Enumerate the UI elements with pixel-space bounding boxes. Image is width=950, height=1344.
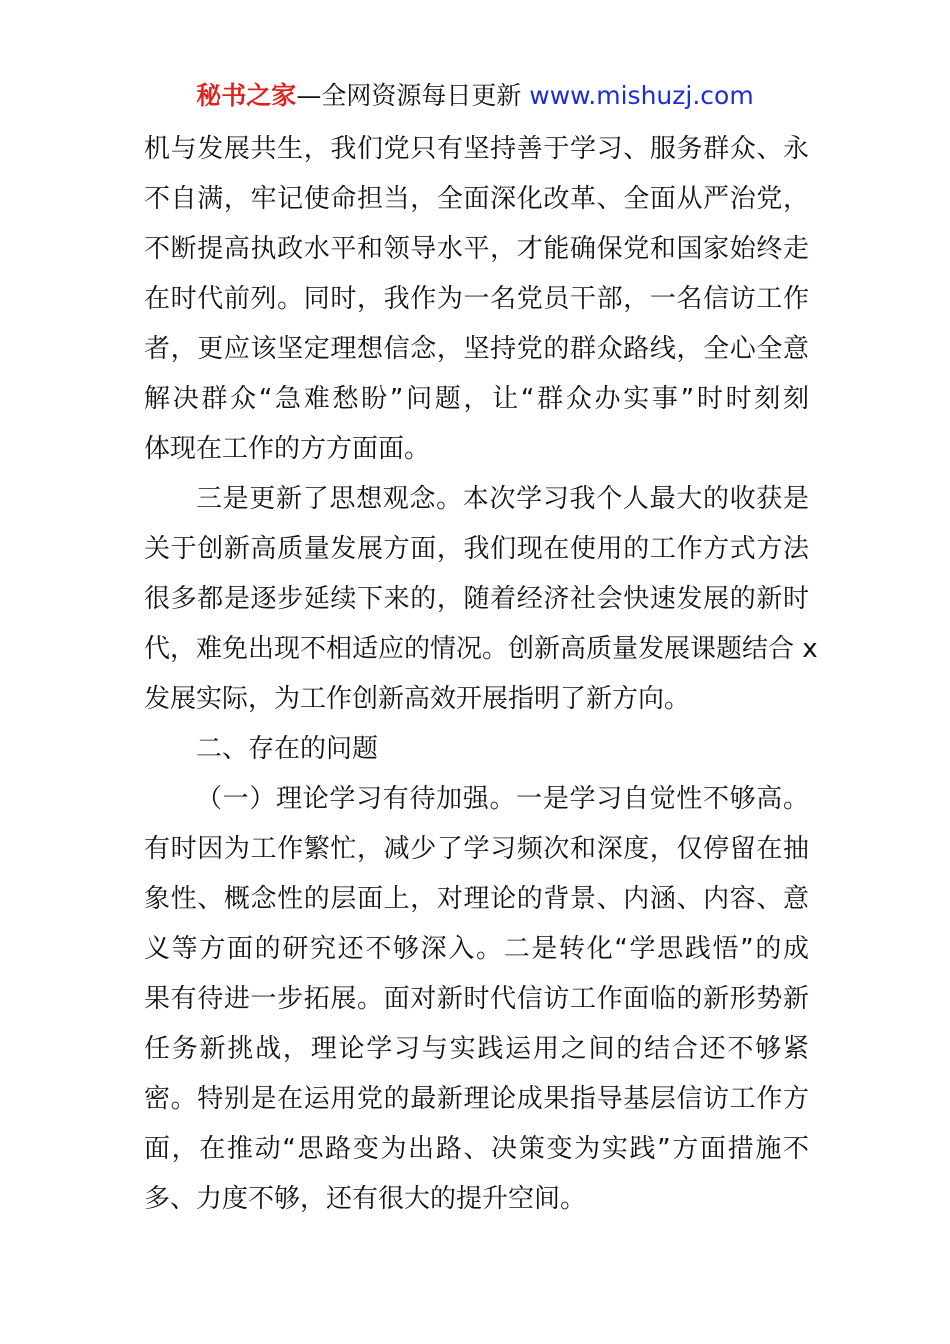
text-line: 机与发展共生，我们党只有坚持善于学习、服务群众、永	[144, 134, 809, 164]
site-tagline: —全网资源每日更新	[296, 81, 530, 110]
text-line: 者，更应该坚定理想信念，坚持党的群众路线，全心全意	[144, 334, 809, 364]
text-line: 在时代前列。同时，我作为一名党员干部，一名信访工作	[144, 284, 809, 314]
text-line: 果有待进一步拓展。面对新时代信访工作面临的新形势新	[144, 984, 809, 1014]
section-heading: 二、存在的问题	[196, 734, 379, 764]
text-line: 体现在工作的方方面面。	[144, 434, 431, 464]
text-line: 密。特别是在运用党的最新理论成果指导基层信访工作方	[144, 1084, 809, 1114]
text-line: 不断提高执政水平和领导水平，才能确保党和国家始终走	[144, 234, 809, 264]
subsection-heading-line: （一）理论学习有待加强。一是学习自觉性不够高。	[196, 784, 809, 814]
text-line: 义等方面的研究还不够深入。二是转化“学思践悟”的成	[144, 934, 809, 964]
text-line: 多、力度不够，还有很大的提升空间。	[144, 1184, 587, 1214]
site-url-link[interactable]: www.mishuzj.com	[529, 81, 754, 110]
paragraph-start-line: 三是更新了思想观念。本次学习我个人最大的收获是	[196, 484, 809, 514]
text-line: 发展实际，为工作创新高效开展指明了新方向。	[144, 684, 691, 714]
text-line: 关于创新高质量发展方面，我们现在使用的工作方式方法	[144, 534, 809, 564]
page-header	[0, 80, 950, 112]
text-line: 解决群众“急难愁盼”问题，让“群众办实事”时时刻刻	[144, 384, 809, 414]
text-line: 代，难免出现不相适应的情况。创新高质量发展课题结合 x	[144, 634, 818, 664]
text-line: 很多都是逐步延续下来的，随着经济社会快速发展的新时	[144, 584, 809, 614]
text-line: 有时因为工作繁忙，减少了学习频次和深度，仅停留在抽	[144, 834, 809, 864]
document-body	[144, 124, 818, 1224]
text-line: 不自满，牢记使命担当，全面深化改革、全面从严治党，	[144, 184, 809, 214]
text-line: 象性、概念性的层面上，对理论的背景、内涵、内容、意	[144, 884, 809, 914]
text-line: 面，在推动“思路变为出路、决策变为实践”方面措施不	[144, 1134, 809, 1164]
text-line: 任务新挑战，理论学习与实践运用之间的结合还不够紧	[144, 1034, 809, 1064]
site-brand: 秘书之家	[196, 81, 297, 110]
